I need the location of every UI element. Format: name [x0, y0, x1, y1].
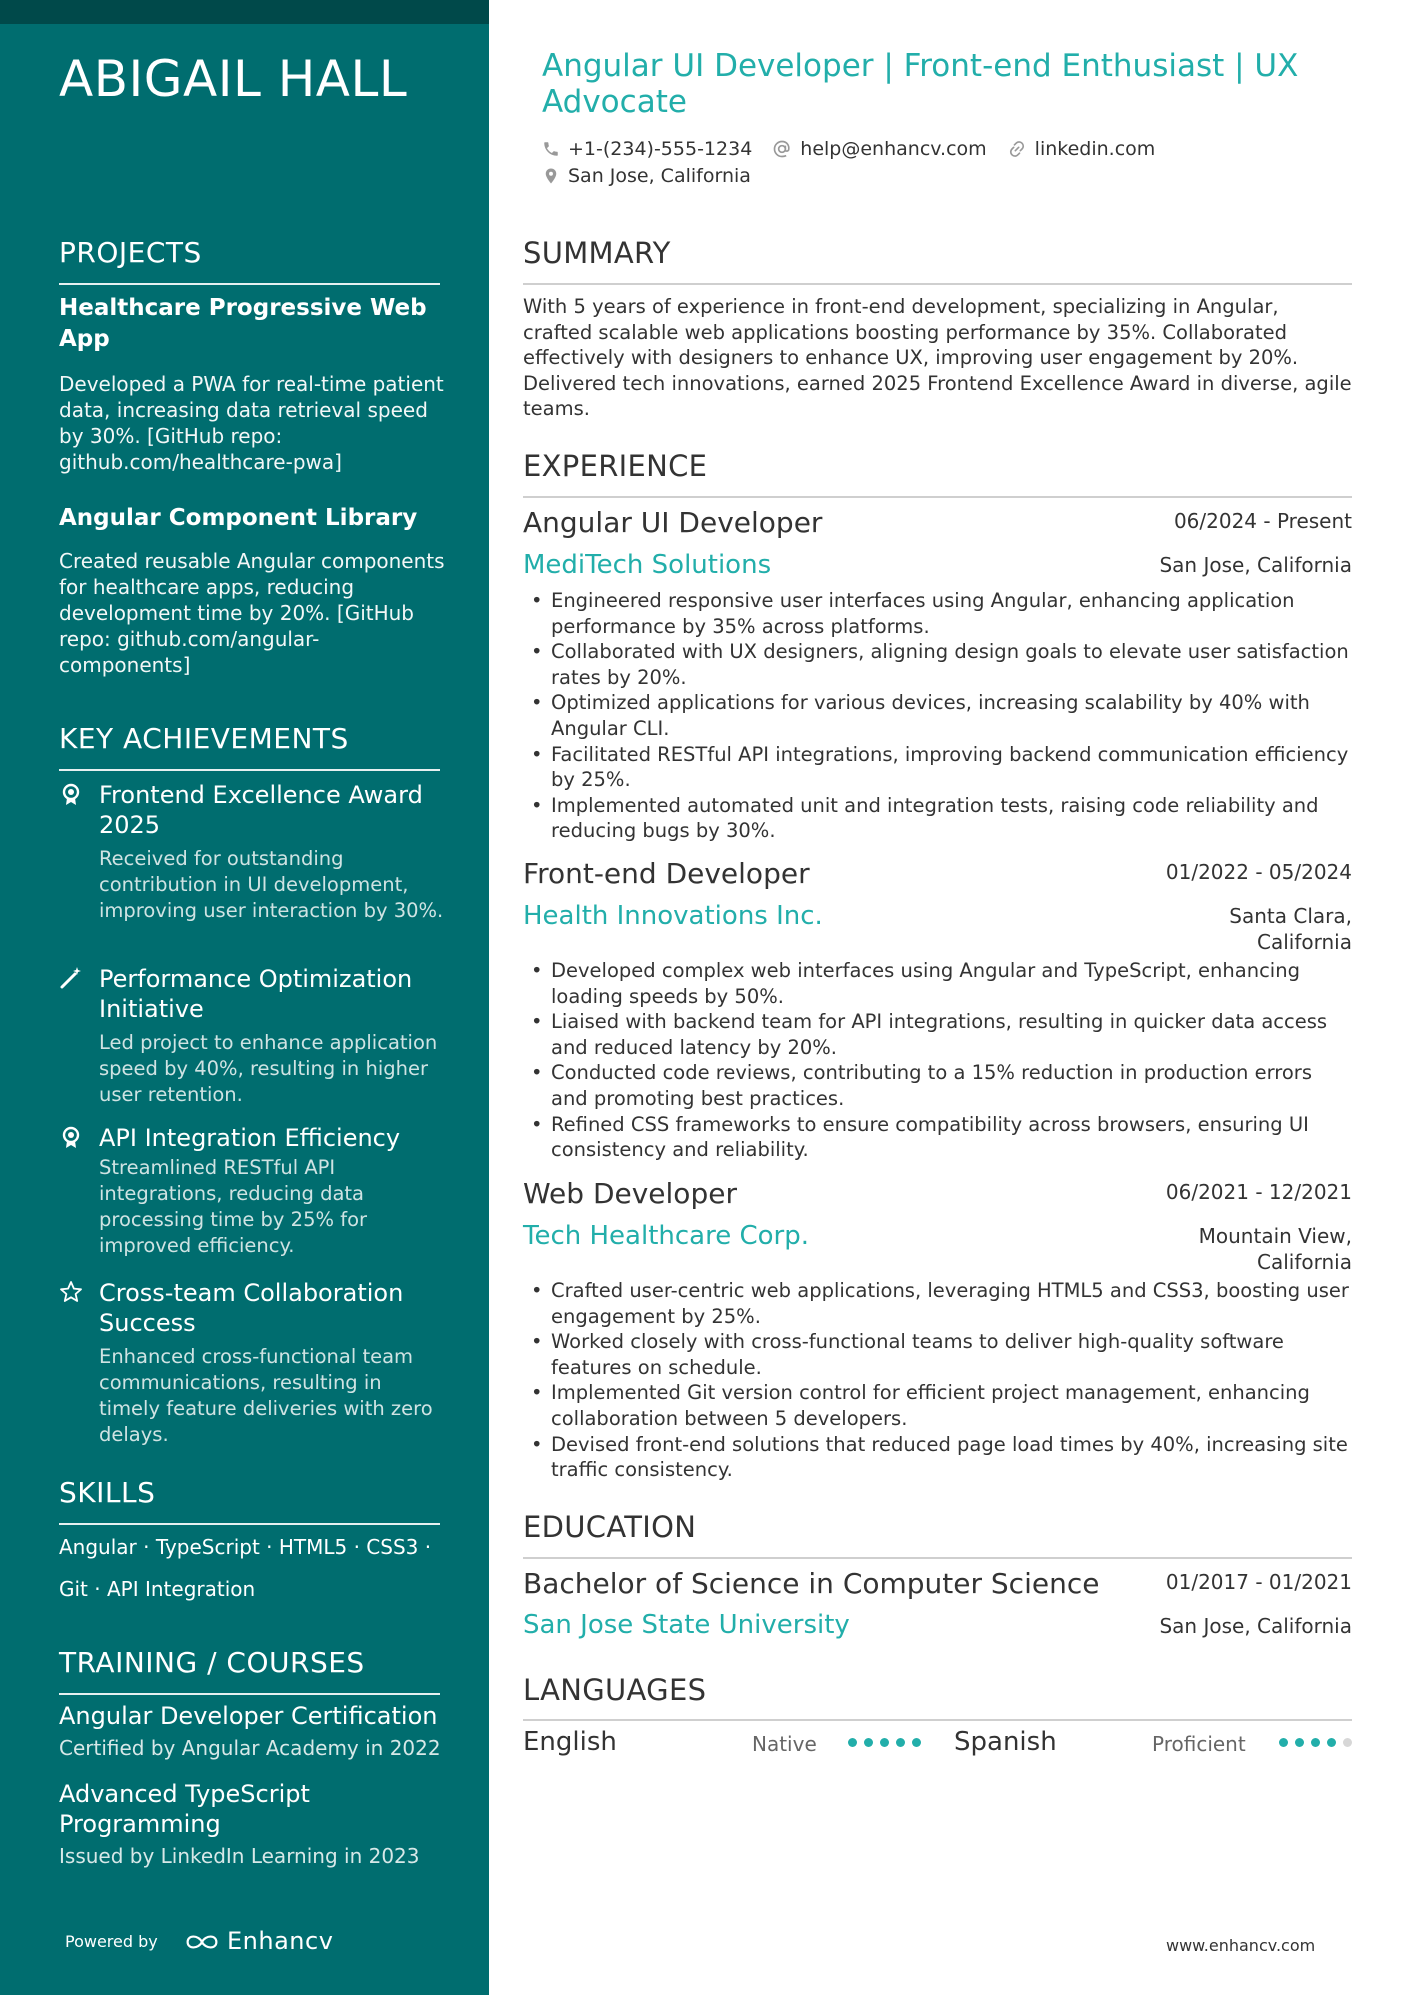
- job-location: [1229, 903, 1352, 955]
- bullet-item: • Facilitated RESTful API integrations, improving backend communication efficiency by 25%.: [523, 742, 1353, 793]
- achievement-description: Streamlined RESTful API integrations, reducing data processing time by 25% for improved efficiency.: [99, 1156, 368, 1257]
- language-proficiency-dots: [848, 1738, 928, 1747]
- languages-divider: [523, 1719, 1352, 1721]
- job-company: Tech Healthcare Corp.: [523, 1221, 809, 1251]
- course-item: [59, 1779, 420, 1869]
- experience-title: EXPERIENCE: [523, 449, 708, 483]
- location-text: San Jose, California: [568, 165, 751, 187]
- link-icon: [1007, 139, 1027, 159]
- achievements-title: KEY ACHIEVEMENTS: [59, 722, 349, 755]
- course-title: Advanced TypeScript Programming: [59, 1780, 310, 1838]
- job-title: Web Developer: [523, 1177, 737, 1210]
- course-title: Angular Developer Certification: [59, 1702, 438, 1730]
- course-issuer: Certified by Angular Academy in 2022: [59, 1736, 441, 1760]
- job-location-line: Santa Clara,: [1229, 904, 1352, 928]
- skills-title: SKILLS: [59, 1476, 156, 1509]
- powered-by-label: Powered by: [65, 1932, 158, 1951]
- job-title: Front-end Developer: [523, 857, 810, 890]
- achievement-description: Led project to enhance application speed by 40%, resulting in higher user retention.: [99, 1031, 438, 1106]
- bullet-item: • Worked closely with cross-functional teams to deliver high-quality software features on schedule.: [523, 1329, 1353, 1380]
- medal-icon: [59, 1125, 83, 1149]
- project-description: Created reusable Angular components for healthcare apps, reducing development time by 20%. [GitHub repo: github.com/angular-components]: [59, 549, 445, 677]
- proficiency-dot: [848, 1738, 857, 1747]
- bullet-item: • Devised front-end solutions that reduced page load times by 40%, increasing site traffic consistency.: [523, 1432, 1353, 1483]
- bullet-item: • Implemented Git version control for efficient project management, enhancing collaboration between 5 developers.: [523, 1380, 1353, 1431]
- job-dates: 06/2021 - 12/2021: [1165, 1180, 1352, 1204]
- bullet-item: • Implemented automated unit and integration tests, raising code reliability and reducing bugs by 30%.: [523, 793, 1353, 844]
- job-bullets: [523, 588, 1353, 844]
- email-text: help@enhancv.com: [800, 138, 987, 160]
- skills-line: Git · API Integration: [59, 1577, 256, 1601]
- proficiency-dot: [1295, 1738, 1304, 1747]
- bullet-item: • Liaised with backend team for API integrations, resulting in quicker data access and reduced latency by 20%.: [523, 1009, 1353, 1060]
- language-name: Spanish: [954, 1727, 1057, 1757]
- candidate-name: ABIGAIL HALL: [59, 50, 408, 108]
- degree-title: Bachelor of Science in Computer Science: [523, 1567, 1100, 1600]
- proficiency-dot: [1279, 1738, 1288, 1747]
- phone-icon: [542, 140, 560, 158]
- project-item: [59, 503, 449, 678]
- achievement-item: [59, 780, 444, 924]
- course-item: [59, 1701, 449, 1761]
- language-name: English: [523, 1727, 617, 1757]
- school-location: San Jose, California: [1159, 1614, 1352, 1638]
- language-level: Proficient: [1152, 1732, 1246, 1756]
- email-contact[interactable]: [772, 138, 986, 160]
- achievement-description: Received for outstanding contribution in UI development, improving user interaction by 30%.: [99, 847, 444, 922]
- phone-contact[interactable]: [542, 138, 752, 160]
- enhancv-brand[interactable]: Enhancv: [227, 1927, 334, 1955]
- achievement-title: Cross-team Collaboration Success: [99, 1279, 404, 1337]
- projects-divider: [59, 283, 440, 285]
- training-title: TRAINING / COURSES: [59, 1646, 365, 1679]
- headline: Angular UI Developer | Front-end Enthusiast | UX Advocate: [542, 48, 1299, 120]
- achievement-title: API Integration Efficiency: [99, 1124, 401, 1152]
- job-company: MediTech Solutions: [523, 550, 772, 580]
- achievements-section: [59, 722, 440, 771]
- at-icon: [772, 139, 792, 159]
- job-company: Health Innovations Inc.: [523, 901, 823, 931]
- education-divider: [523, 1557, 1352, 1559]
- summary-divider: [523, 283, 1352, 285]
- job-bullets: [523, 1278, 1353, 1483]
- magic-wand-icon: [59, 966, 83, 990]
- job-location: San Jose, California: [1159, 553, 1352, 577]
- top-strip: [0, 0, 489, 24]
- projects-section: [59, 236, 440, 285]
- achievement-item: [59, 1278, 444, 1448]
- proficiency-dot: [880, 1738, 889, 1747]
- language-level: Native: [752, 1732, 817, 1756]
- experience-divider: [523, 496, 1352, 498]
- bullet-item: • Crafted user-centric web applications, leveraging HTML5 and CSS3, boosting user engagement by 25%.: [523, 1278, 1353, 1329]
- bullet-item: • Engineered responsive user interfaces using Angular, enhancing application performance by 35% across platforms.: [523, 588, 1353, 639]
- proficiency-dot: [1311, 1738, 1320, 1747]
- contact-row: [542, 138, 1175, 160]
- footer-url[interactable]: www.enhancv.com: [1166, 1936, 1316, 1955]
- achievement-description: Enhanced cross-functional team communications, resulting in timely feature deliveries with zero delays.: [99, 1345, 433, 1446]
- link-contact[interactable]: [1007, 138, 1156, 160]
- training-section: [59, 1646, 440, 1695]
- star-icon: [59, 1280, 83, 1304]
- skills-line: Angular · TypeScript · HTML5 · CSS3 ·: [59, 1535, 432, 1559]
- project-item: [59, 293, 449, 475]
- proficiency-dot: [1343, 1738, 1352, 1747]
- achievements-divider: [59, 769, 440, 771]
- achievement-title: Frontend Excellence Award 2025: [99, 781, 423, 839]
- achievement-title: Performance Optimization Initiative: [99, 965, 413, 1023]
- proficiency-dot: [864, 1738, 873, 1747]
- location-contact: [542, 165, 751, 187]
- project-description: Developed a PWA for real-time patient data, increasing data retrieval speed by 30%. [GitHub repo: github.com/healthcare-pwa]: [59, 372, 444, 474]
- skills-list: [59, 1526, 449, 1610]
- bullet-item: • Conducted code reviews, contributing to a 15% reduction in production errors and promoting best practices.: [523, 1060, 1353, 1111]
- language-proficiency-dots: [1279, 1738, 1359, 1747]
- languages-title: LANGUAGES: [523, 1673, 707, 1707]
- project-title: Healthcare Progressive Web App: [59, 295, 427, 352]
- bullet-item: • Developed complex web interfaces using Angular and TypeScript, enhancing loading speeds by 50%.: [523, 958, 1353, 1009]
- school-name: San Jose State University: [523, 1610, 850, 1640]
- proficiency-dot: [896, 1738, 905, 1747]
- job-bullets: [523, 958, 1353, 1163]
- job-location-line: Mountain View,: [1198, 1224, 1352, 1248]
- summary-title: SUMMARY: [523, 236, 671, 270]
- bullet-item: • Optimized applications for various devices, increasing scalability by 40% with Angular CLI.: [523, 690, 1353, 741]
- phone-text: +1-(234)-555-1234: [568, 138, 753, 160]
- training-divider: [59, 1693, 440, 1695]
- proficiency-dot: [1327, 1738, 1336, 1747]
- projects-title: PROJECTS: [59, 236, 202, 269]
- medal-icon: [59, 782, 83, 806]
- location-pin-icon: [542, 166, 560, 186]
- education-dates: 01/2017 - 01/2021: [1165, 1570, 1352, 1594]
- proficiency-dot: [912, 1738, 921, 1747]
- skills-section: [59, 1476, 440, 1525]
- achievement-item: [59, 964, 444, 1108]
- education-title: EDUCATION: [523, 1510, 697, 1544]
- skills-divider: [59, 1523, 440, 1525]
- summary-text: With 5 years of experience in front-end development, specializing in Angular, crafted scalable web applications boosting performance by 35%. Collaborated effectively with designers to enhance UX, improving user engagement by 20%. Delivered tech innovations, earned 2025 Frontend Excellence Award in diverse, agile teams.: [523, 295, 1352, 421]
- achievement-item: [59, 1123, 444, 1259]
- job-title: Angular UI Developer: [523, 506, 823, 539]
- link-text: linkedin.com: [1034, 138, 1156, 160]
- contact-row: [542, 165, 771, 187]
- project-title: Angular Component Library: [59, 505, 418, 531]
- bullet-item: • Refined CSS frameworks to ensure compatibility across browsers, ensuring UI consistency and reliability.: [523, 1112, 1353, 1163]
- course-issuer: Issued by LinkedIn Learning in 2023: [59, 1844, 420, 1868]
- job-location-line: California: [1257, 930, 1352, 954]
- job-location-line: California: [1257, 1250, 1352, 1274]
- bullet-item: • Collaborated with UX designers, aligning design goals to elevate user satisfaction rates by 20%.: [523, 639, 1353, 690]
- job-dates: 01/2022 - 05/2024: [1165, 860, 1352, 884]
- job-dates: 06/2024 - Present: [1173, 509, 1352, 533]
- enhancv-logo-icon: [184, 1924, 220, 1960]
- sidebar: [0, 0, 489, 1995]
- job-location: [1199, 1223, 1352, 1275]
